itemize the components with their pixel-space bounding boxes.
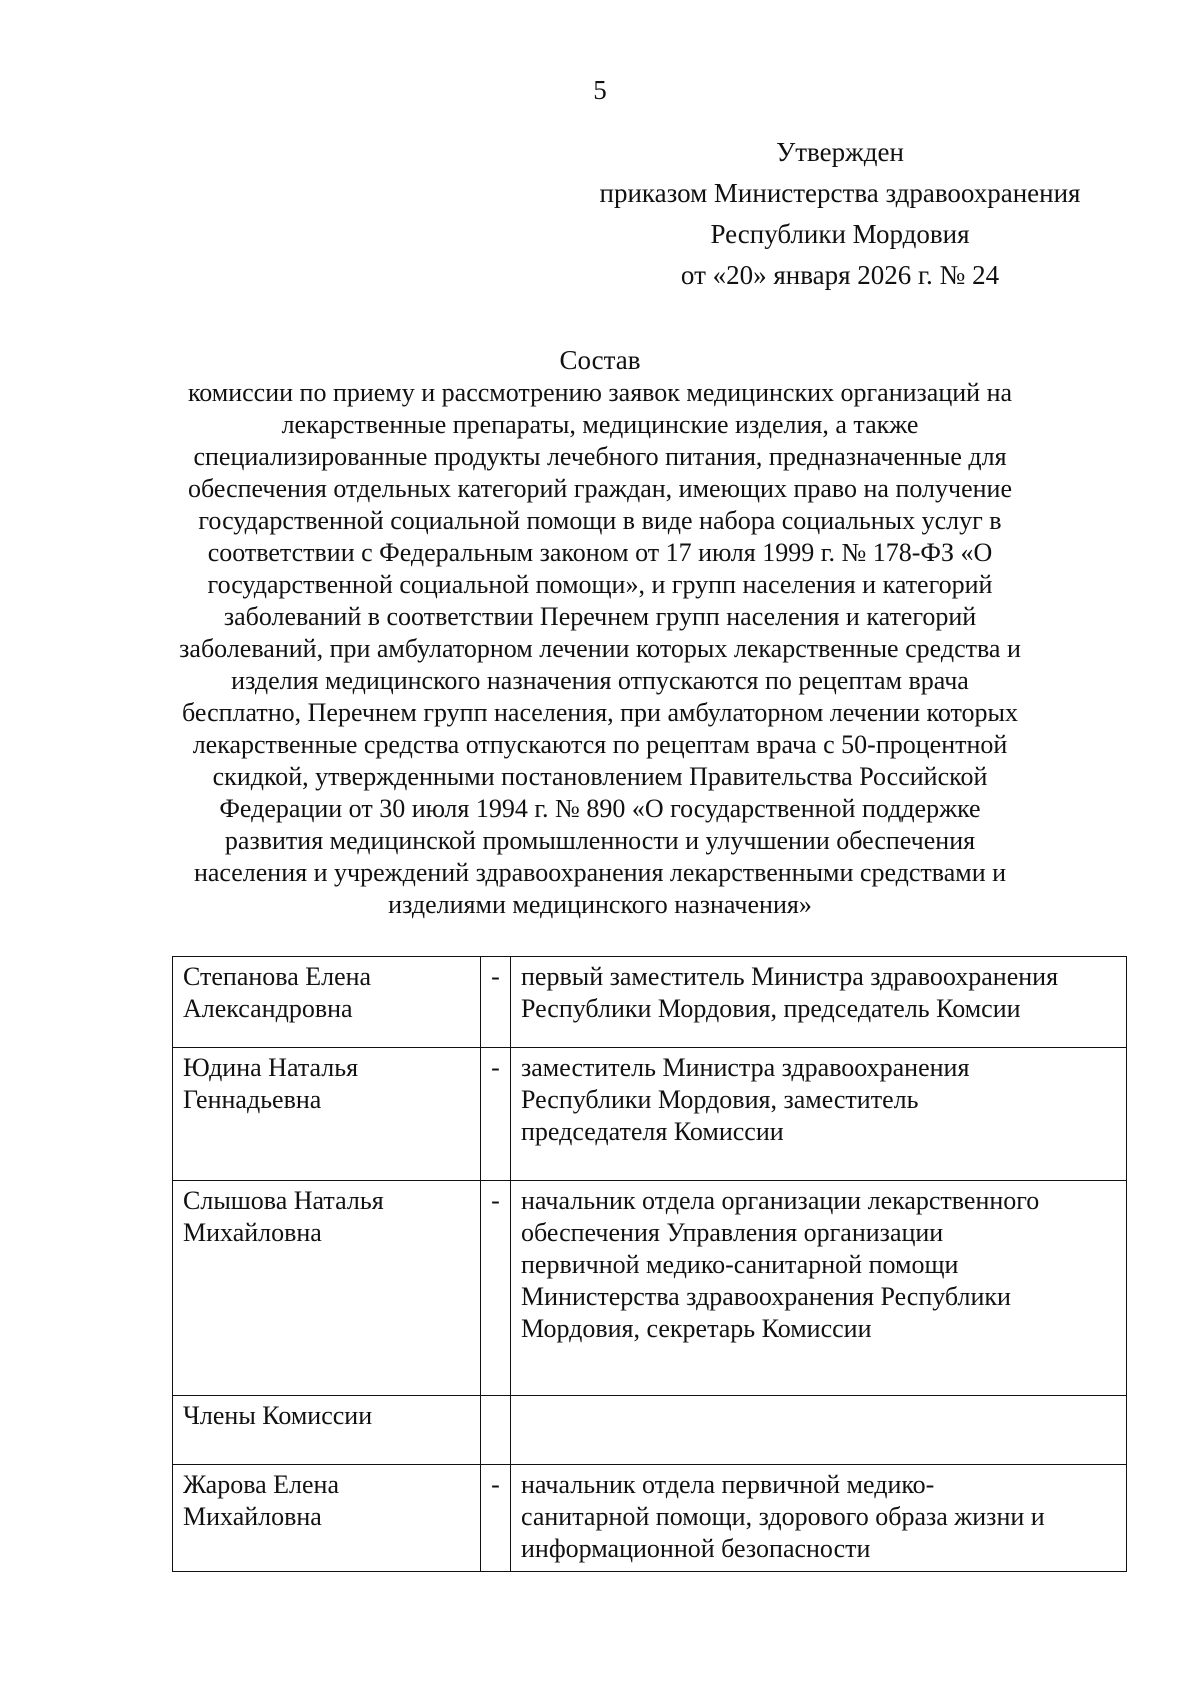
dash-cell: -: [481, 1465, 511, 1572]
member-role-cell: [511, 1396, 1127, 1465]
subtitle-line: скидкой, утвержденными постановлением Правительства Российской: [212, 762, 988, 791]
member-name-line: Геннадьевна: [183, 1085, 322, 1114]
member-name-cell: [173, 1465, 481, 1572]
document-subtitle: [150, 377, 1050, 921]
table-row: [173, 1048, 1127, 1181]
dash-cell: -: [481, 1181, 511, 1396]
table-row: [173, 957, 1127, 1048]
page-number: 5: [593, 75, 607, 105]
subtitle-line: государственной социальной помощи», и групп населения и категорий: [207, 570, 993, 599]
member-name-line: Жарова Елена: [183, 1470, 340, 1499]
member-role-line: обеспечения Управления организации: [521, 1218, 944, 1247]
member-role-cell: [511, 1181, 1127, 1396]
member-name-cell: [173, 957, 481, 1048]
subtitle-line: населения и учреждений здравоохранения лекарственными средствами и: [193, 858, 1007, 887]
member-name-cell: [173, 1181, 481, 1396]
subtitle-line: специализированные продукты лечебного питания, предназначенные для: [193, 442, 1007, 471]
member-role-cell: [511, 1048, 1127, 1181]
member-role-cell: [511, 1465, 1127, 1572]
subtitle-line: изделиями медицинского назначения»: [388, 890, 812, 919]
table-row: [173, 1396, 1127, 1465]
subtitle-line: обеспечения отдельных категорий граждан, имеющих право на получение: [188, 474, 1012, 503]
member-name-line: Александровна: [183, 994, 353, 1023]
subtitle-line: заболеваний, при амбулаторном лечении которых лекарственные средства и: [179, 634, 1021, 663]
subtitle-line: государственной социальной помощи в виде набора социальных услуг в: [198, 506, 1002, 535]
member-role-line: заместитель Министра здравоохранения: [521, 1053, 970, 1082]
subtitle-line: лекарственные средства отпускаются по рецептам врача с 50-процентной: [192, 730, 1008, 759]
member-role-line: начальник отдела организации лекарственного: [521, 1186, 1040, 1215]
dash-cell: -: [481, 1048, 511, 1181]
approval-line: от «20» января 2026 г. № 24: [680, 260, 1000, 290]
subtitle-line: соответствии с Федеральным законом от 17 июля 1999 г. № 178-ФЗ «О: [207, 538, 993, 567]
member-role-line: начальник отдела первичной медико-: [521, 1470, 935, 1499]
member-role-line: первичной медико-санитарной помощи: [521, 1250, 959, 1279]
member-role-line: Республики Мордовия, председатель Комсии: [521, 994, 1021, 1023]
member-role-line: Мордовия, секретарь Комиссии: [521, 1314, 872, 1343]
member-role-cell: [511, 957, 1127, 1048]
dash-cell: -: [481, 957, 511, 1048]
table-row: [173, 1181, 1127, 1396]
subtitle-line: Федерации от 30 июля 1994 г. № 890 «О государственной поддержке: [219, 794, 981, 823]
member-role-line: Республики Мордовия, заместитель: [521, 1085, 919, 1114]
member-name-line: Михайловна: [183, 1502, 322, 1531]
subtitle-line: бесплатно, Перечнем групп населения, при амбулаторном лечении которых: [182, 698, 1018, 727]
member-name-cell: [173, 1048, 481, 1181]
member-role-line: Министерства здравоохранения Республики: [521, 1282, 1011, 1311]
approval-line: Утвержден: [776, 137, 904, 167]
subtitle-line: изделия медицинского назначения отпускаются по рецептам врача: [231, 666, 969, 695]
subtitle-line: развития медицинской промышленности и улучшении обеспечения: [224, 826, 976, 855]
dash-cell: [481, 1396, 511, 1465]
subtitle-line: комиссии по приему и рассмотрению заявок медицинских организаций на: [187, 378, 1013, 407]
approval-block: [560, 132, 1120, 296]
subtitle-line: заболеваний в соответствии Перечнем групп населения и категорий: [223, 602, 977, 631]
member-name-line: Слышова Наталья: [183, 1186, 384, 1215]
table-row: [173, 1465, 1127, 1572]
section-heading-cell: [173, 1396, 481, 1465]
member-role-line: председателя Комиссии: [521, 1117, 784, 1146]
document-title: Состав: [559, 345, 641, 375]
member-name-line: Степанова Елена: [183, 962, 372, 991]
member-role-line: санитарной помощи, здорового образа жизни и: [521, 1502, 1045, 1531]
section-heading: Члены Комиссии: [183, 1401, 373, 1430]
member-role-line: информационной безопасности: [521, 1534, 871, 1563]
subtitle-line: лекарственные препараты, медицинские изделия, а также: [281, 410, 919, 439]
approval-line: приказом Министерства здравоохранения: [599, 178, 1081, 208]
commission-members-table: [172, 956, 1127, 1572]
approval-line: Республики Мордовия: [710, 219, 970, 249]
member-name-line: Михайловна: [183, 1218, 322, 1247]
member-name-line: Юдина Наталья: [183, 1053, 359, 1082]
member-role-line: первый заместитель Министра здравоохранения: [521, 962, 1059, 991]
